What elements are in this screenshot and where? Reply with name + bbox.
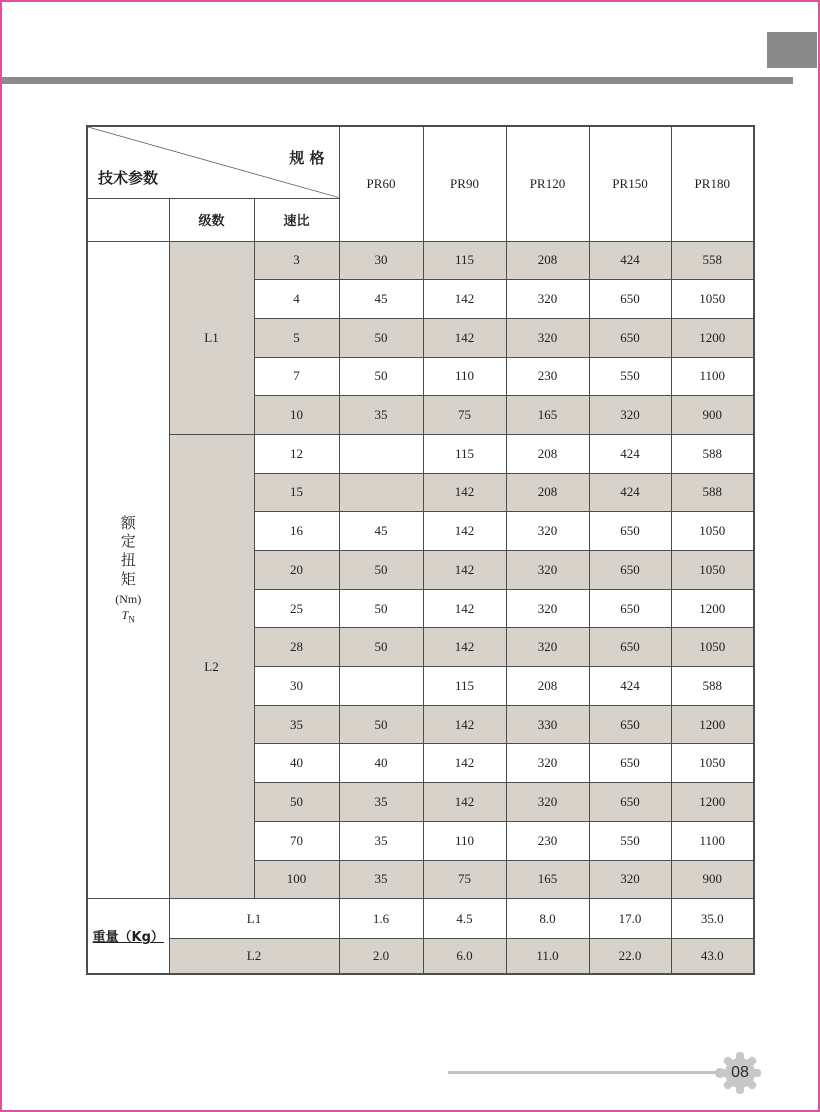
ratio-cell: 35	[254, 705, 339, 744]
torque-label-char: 定	[120, 534, 136, 551]
value-cell: 142	[423, 512, 506, 551]
corner-label-params: 技术参数	[98, 168, 159, 187]
value-cell	[339, 434, 423, 473]
value-cell: 1200	[671, 705, 754, 744]
value-cell: 1050	[671, 628, 754, 667]
empty-cell	[87, 198, 169, 241]
weight-label-cell: 重量（Kg）	[87, 899, 169, 974]
value-cell: 75	[423, 396, 506, 435]
value-cell: 320	[506, 783, 589, 822]
value-cell: 1200	[671, 783, 754, 822]
ratio-cell: 16	[254, 512, 339, 551]
value-cell: 50	[339, 628, 423, 667]
header-rule-bar	[2, 77, 793, 84]
table-row	[87, 241, 754, 280]
value-cell: 650	[589, 744, 671, 783]
table-header-row	[87, 126, 754, 198]
value-cell: 50	[339, 705, 423, 744]
value-cell: 424	[589, 434, 671, 473]
value-cell: 142	[423, 551, 506, 590]
value-cell: 142	[423, 705, 506, 744]
ratio-cell: 5	[254, 318, 339, 357]
value-cell: 650	[589, 705, 671, 744]
value-cell: 115	[423, 667, 506, 706]
value-cell: 50	[339, 551, 423, 590]
weight-group-cell: L1	[169, 899, 339, 939]
value-cell: 1050	[671, 744, 754, 783]
value-cell: 142	[423, 744, 506, 783]
value-cell: 208	[506, 241, 589, 280]
value-cell: 650	[589, 628, 671, 667]
ratio-cell: 10	[254, 396, 339, 435]
value-cell: 110	[423, 357, 506, 396]
value-cell: 588	[671, 667, 754, 706]
table-row	[87, 434, 754, 473]
value-cell: 588	[671, 434, 754, 473]
value-cell: 320	[506, 628, 589, 667]
value-cell: 900	[671, 396, 754, 435]
torque-unit: (Nm)	[115, 591, 142, 606]
subheader-stages: 级数	[169, 198, 254, 241]
value-cell: 320	[506, 551, 589, 590]
value-cell: 4.5	[423, 899, 506, 939]
value-cell: 142	[423, 628, 506, 667]
torque-label-char: 扭	[120, 553, 136, 570]
corner-label-spec: 规 格	[289, 149, 325, 167]
value-cell: 43.0	[671, 939, 754, 974]
torque-symbol: $T_N$	[121, 607, 135, 624]
value-cell: 35	[339, 821, 423, 860]
value-cell: 115	[423, 241, 506, 280]
value-cell: 11.0	[506, 939, 589, 974]
value-cell: 165	[506, 860, 589, 899]
value-cell: 6.0	[423, 939, 506, 974]
header-corner-block	[767, 32, 817, 68]
value-cell: 230	[506, 821, 589, 860]
weight-group-cell: L2	[169, 939, 339, 974]
value-cell: 8.0	[506, 899, 589, 939]
value-cell: 424	[589, 667, 671, 706]
value-cell: 550	[589, 357, 671, 396]
stage-group-cell: L1	[169, 241, 254, 434]
stage-group-cell: L2	[169, 434, 254, 898]
page-number-badge	[718, 1051, 762, 1095]
ratio-cell: 30	[254, 667, 339, 706]
ratio-cell: 15	[254, 473, 339, 512]
value-cell: 1100	[671, 357, 754, 396]
torque-label-char: 矩	[120, 571, 136, 588]
value-cell: 320	[506, 280, 589, 319]
value-cell: 1050	[671, 551, 754, 590]
value-cell: 650	[589, 280, 671, 319]
value-cell: 320	[506, 318, 589, 357]
column-header-pr180: PR180	[671, 126, 754, 241]
value-cell: 424	[589, 473, 671, 512]
ratio-cell: 4	[254, 280, 339, 319]
value-cell: 208	[506, 473, 589, 512]
value-cell: 208	[506, 667, 589, 706]
value-cell: 142	[423, 318, 506, 357]
footer-rule	[448, 1071, 722, 1074]
page-number: 08	[731, 1064, 749, 1081]
value-cell: 650	[589, 551, 671, 590]
value-cell: 650	[589, 318, 671, 357]
value-cell: 165	[506, 396, 589, 435]
value-cell: 45	[339, 280, 423, 319]
spec-table	[86, 125, 755, 975]
value-cell: 320	[506, 512, 589, 551]
value-cell: 35.0	[671, 899, 754, 939]
weight-row	[87, 939, 754, 974]
value-cell: 142	[423, 473, 506, 512]
value-cell: 320	[506, 589, 589, 628]
value-cell: 115	[423, 434, 506, 473]
value-cell: 550	[589, 821, 671, 860]
subheader-ratio: 速比	[254, 198, 339, 241]
value-cell: 1100	[671, 821, 754, 860]
weight-row	[87, 899, 754, 939]
ratio-cell: 50	[254, 783, 339, 822]
value-cell: 50	[339, 318, 423, 357]
value-cell: 1050	[671, 280, 754, 319]
value-cell: 650	[589, 512, 671, 551]
column-header-pr90: PR90	[423, 126, 506, 241]
value-cell: 320	[589, 396, 671, 435]
value-cell: 1.6	[339, 899, 423, 939]
value-cell	[339, 473, 423, 512]
value-cell: 142	[423, 783, 506, 822]
torque-label-char: 额	[120, 515, 136, 532]
value-cell	[339, 667, 423, 706]
column-header-pr60: PR60	[339, 126, 423, 241]
value-cell: 17.0	[589, 899, 671, 939]
ratio-cell: 40	[254, 744, 339, 783]
corner-cell	[87, 126, 339, 198]
ratio-cell: 3	[254, 241, 339, 280]
value-cell: 424	[589, 241, 671, 280]
value-cell: 75	[423, 860, 506, 899]
value-cell: 142	[423, 589, 506, 628]
value-cell: 320	[589, 860, 671, 899]
value-cell: 900	[671, 860, 754, 899]
column-header-pr120: PR120	[506, 126, 589, 241]
ratio-cell: 25	[254, 589, 339, 628]
value-cell: 320	[506, 744, 589, 783]
value-cell: 50	[339, 589, 423, 628]
torque-label-cell	[87, 241, 169, 899]
value-cell: 30	[339, 241, 423, 280]
value-cell: 650	[589, 783, 671, 822]
value-cell: 35	[339, 396, 423, 435]
value-cell: 35	[339, 860, 423, 899]
value-cell: 50	[339, 357, 423, 396]
value-cell: 45	[339, 512, 423, 551]
value-cell: 35	[339, 783, 423, 822]
value-cell: 650	[589, 589, 671, 628]
value-cell: 208	[506, 434, 589, 473]
value-cell: 588	[671, 473, 754, 512]
column-header-pr150: PR150	[589, 126, 671, 241]
value-cell: 110	[423, 821, 506, 860]
value-cell: 1200	[671, 318, 754, 357]
value-cell: 142	[423, 280, 506, 319]
value-cell: 1050	[671, 512, 754, 551]
value-cell: 558	[671, 241, 754, 280]
ratio-cell: 28	[254, 628, 339, 667]
value-cell: 1200	[671, 589, 754, 628]
ratio-cell: 20	[254, 551, 339, 590]
ratio-cell: 7	[254, 357, 339, 396]
value-cell: 2.0	[339, 939, 423, 974]
value-cell: 330	[506, 705, 589, 744]
value-cell: 40	[339, 744, 423, 783]
value-cell: 230	[506, 357, 589, 396]
ratio-cell: 100	[254, 860, 339, 899]
value-cell: 22.0	[589, 939, 671, 974]
ratio-cell: 70	[254, 821, 339, 860]
ratio-cell: 12	[254, 434, 339, 473]
